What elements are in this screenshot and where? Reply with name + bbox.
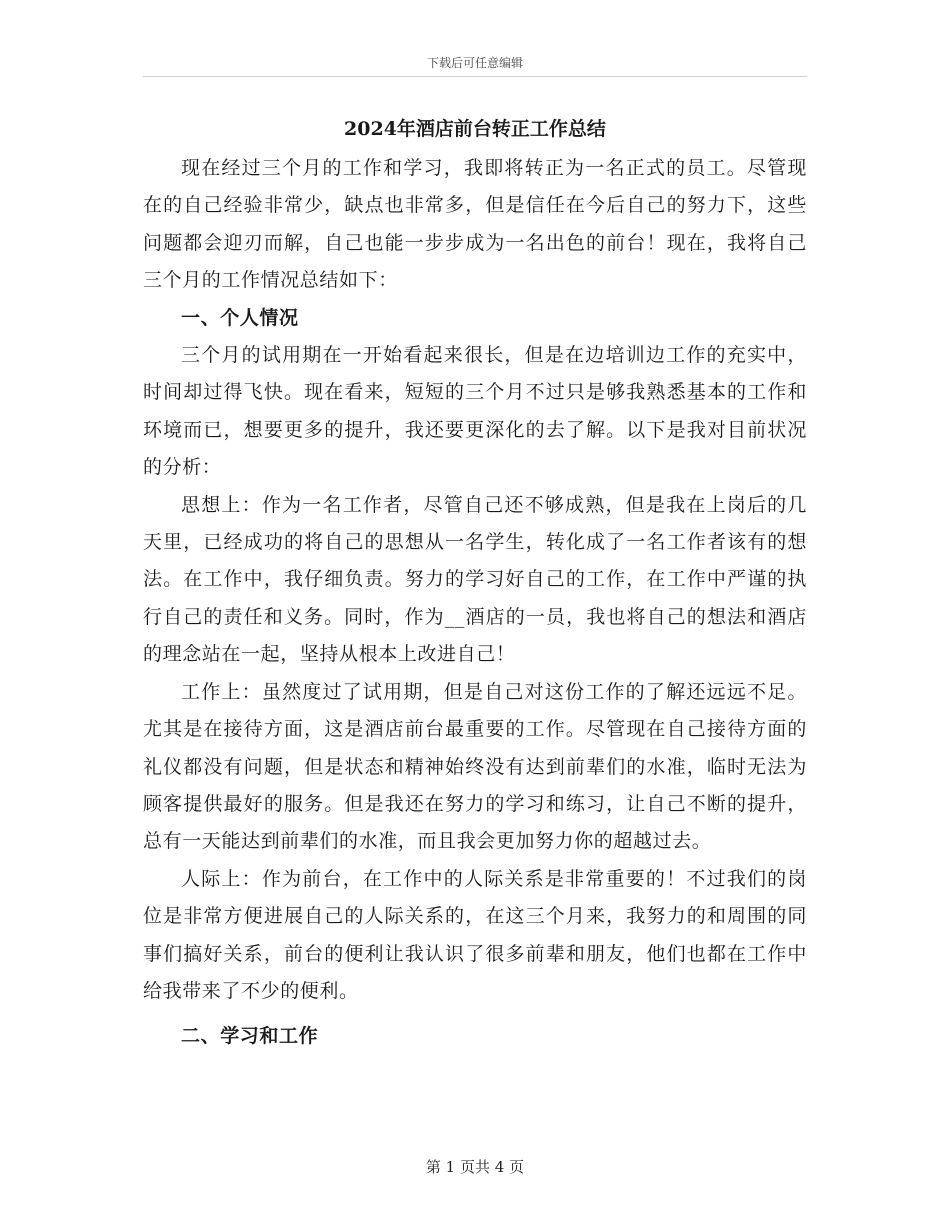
document-body bbox=[143, 110, 807, 1056]
paragraph-interpersonal: 人际上：作为前台，在工作中的人际关系是非常重要的！不过我们的岗位是非常方便进展自己的人际关系的，在这三个月来，我努力的和周围的同事们搞好关系，前台的便利让我认识了很多前辈和朋友，他们也都在工作中给我带来了不少的便利。 bbox=[143, 867, 807, 1002]
document-title: 2024年酒店前台转正工作总结 bbox=[344, 118, 606, 140]
page-footer: 第 1 页共 4 页 bbox=[425, 1158, 525, 1176]
page-header: 下载后可任意编辑 bbox=[426, 56, 523, 70]
section-heading-personal: 一、个人情况 bbox=[181, 306, 299, 329]
paragraph-probation: 三个月的试用期在一开始看起来很长，但是在边培训边工作的充实中，时间却过得飞快。现在看来，短短的三个月不过只是够我熟悉基本的工作和环境而已，想要更多的提升，我还要更深化的去了解。以下是我对目前状况的分析： bbox=[143, 344, 807, 479]
section-heading-study-work: 二、学习和工作 bbox=[181, 1025, 319, 1048]
paragraph-work: 工作上：虽然度过了试用期，但是自己对这份工作的了解还远远不足。尤其是在接待方面，这是酒店前台最重要的工作。尽管现在自己接待方面的礼仪都没有问题，但是状态和精神始终没有达到前辈们的水准，临时无法为顾客提供最好的服务。但是我还在努力的学习和练习，让自己不断的提升，总有一天能达到前辈们的水准，而且我会更加努力你的超越过去。 bbox=[143, 680, 807, 853]
header-divider bbox=[143, 76, 807, 77]
intro-paragraph: 现在经过三个月的工作和学习，我即将转正为一名正式的员工。尽管现在的自己经验非常少，缺点也非常多，但是信任在今后自己的努力下，这些问题都会迎刃而解，自己也能一步步成为一名出色的前台！现在，我将自己三个月的工作情况总结如下： bbox=[143, 157, 807, 292]
paragraph-thinking: 思想上：作为一名工作者，尽管自己还不够成熟，但是我在上岗后的几天里，已经成功的将自己的思想从一名学生，转化成了一名工作者该有的想法。在工作中，我仔细负责。努力的学习好自己的工作，在工作中严谨的执行自己的责任和义务。同时，作为__酒店的一员，我也将自己的想法和酒店的理念站在一起，坚持从根本上改进自己！ bbox=[143, 493, 807, 666]
